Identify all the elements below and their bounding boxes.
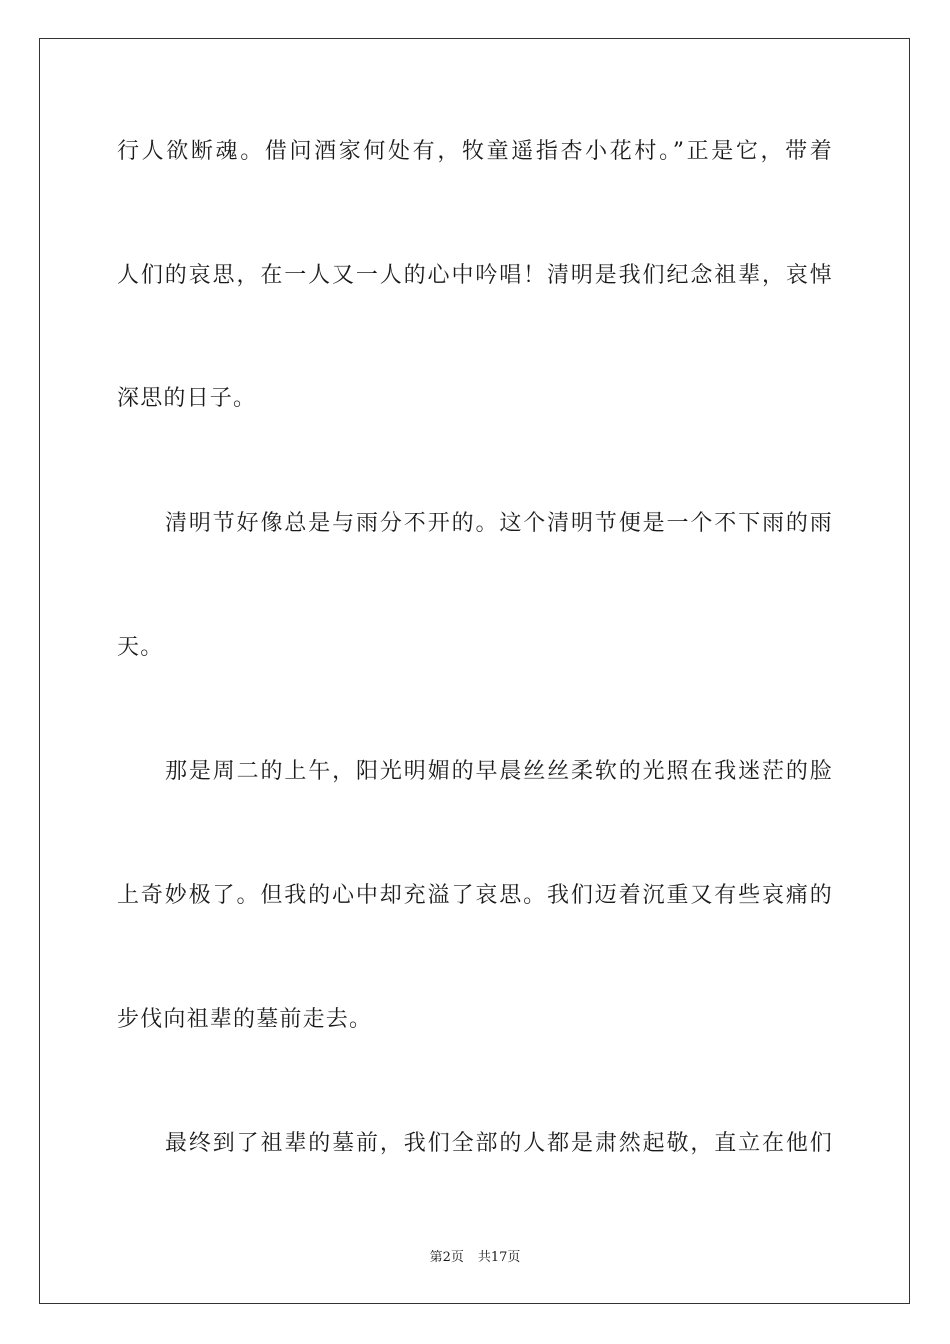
text-line: 天。	[117, 635, 164, 660]
page-footer	[0, 1249, 950, 1267]
text-line: 人们的哀思，在一人又一人的心中吟唱！清明是我们纪念祖辈，哀悼	[117, 263, 833, 288]
text-line: 行人欲断魂。借问酒家何处有，牧童遥指杏小花村。”正是它，带着	[117, 139, 833, 164]
text-line: 那是周二的上午，阳光明媚的早晨丝丝柔软的光照在我迷茫的脸	[165, 759, 833, 784]
text-line: 步伐向祖辈的墓前走去。	[117, 1007, 373, 1032]
current-page-label: 第2页	[429, 1250, 464, 1265]
text-line: 深思的日子。	[117, 386, 257, 411]
text-line: 最终到了祖辈的墓前，我们全部的人都是肃然起敬，直立在他们	[165, 1131, 833, 1156]
page-border	[39, 38, 910, 1304]
text-line: 上奇妙极了。但我的心中却充溢了哀思。我们迈着沉重又有些哀痛的	[117, 883, 833, 908]
total-pages-label: 共17页	[477, 1250, 521, 1265]
text-line: 清明节好像总是与雨分不开的。这个清明节便是一个不下雨的雨	[165, 511, 833, 536]
